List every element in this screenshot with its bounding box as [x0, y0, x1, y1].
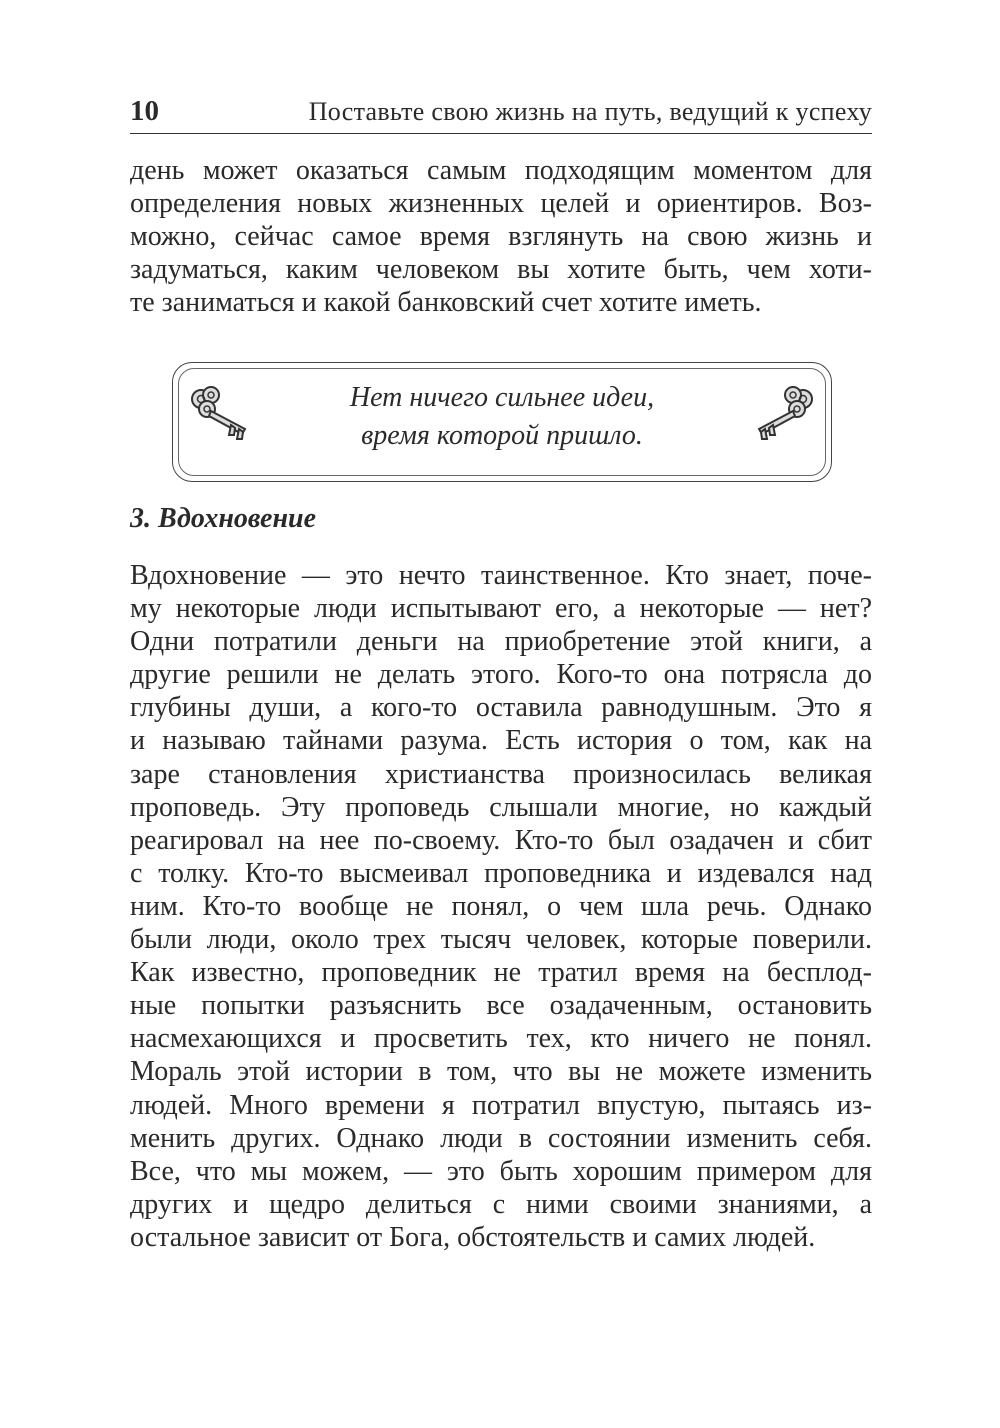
- text-line: день может оказаться самым подходящим моментом для: [130, 155, 872, 186]
- text-line: другие решили не делать этого. Кого-то она потрясла до: [130, 659, 872, 691]
- intro-paragraph: [130, 154, 872, 319]
- text-line: и называю тайнами разума. Есть история о том, как на: [130, 725, 872, 757]
- page-number: 10: [130, 95, 159, 127]
- text-line: других и щедро делиться с ними своими знаниями, а: [130, 1188, 872, 1220]
- text-line: людей. Много времени я потратил впустую, пытаясь из-: [130, 1089, 872, 1121]
- body-paragraph: [130, 559, 872, 1254]
- quote-box: [172, 362, 832, 482]
- quote-line: время которой пришло.: [361, 420, 643, 451]
- section-heading: 3. Вдохновение: [130, 503, 317, 534]
- text-line: Мораль этой истории в том, что вы не можете изменить: [130, 1056, 872, 1088]
- text-line: Как известно, проповедник не тратил время на бесплод-: [130, 957, 872, 989]
- running-title: Поставьте свою жизнь на путь, ведущий к успеху: [308, 97, 872, 126]
- text-line: Одни потратили деньги на приобретение этой книги, а: [130, 626, 872, 658]
- key-icon: [747, 385, 817, 445]
- text-line: остальное зависит от Бога, обстоятельств и самих людей.: [130, 1221, 816, 1253]
- quote-text: [173, 379, 831, 455]
- text-line: реагировал на нее по-своему. Кто-то был озадачен и сбит: [130, 824, 872, 856]
- text-line: Вдохновение — это нечто таинственное. Кто знает, поче-: [130, 560, 872, 591]
- text-line: те заниматься и какой банковский счет хотите иметь.: [130, 287, 762, 319]
- text-line: ные попытки разъяснить все озадаченным, остановить: [130, 990, 872, 1022]
- text-line: можно, сейчас самое время взглянуть на свою жизнь и: [130, 221, 872, 253]
- text-line: определения новых жизненных целей и ориентиров. Воз-: [130, 188, 872, 220]
- text-line: были люди, около трех тысяч человек, которые поверили.: [130, 924, 872, 956]
- text-line: менить других. Однако люди в состоянии изменить себя.: [130, 1122, 872, 1154]
- quote-line: Нет ничего сильнее идеи,: [349, 382, 655, 413]
- text-line: заре становления христианства произносилась великая: [130, 758, 872, 790]
- text-line: задуматься, каким человеком вы хотите быть, чем хоти-: [130, 254, 872, 286]
- text-line: насмехающихся и просветить тех, кто ничего не понял.: [130, 1023, 872, 1055]
- text-line: с толку. Кто-то высмеивал проповедника и издевался над: [130, 857, 872, 889]
- running-header: [130, 95, 872, 134]
- text-line: му некоторые люди испытывают его, а некоторые — нет?: [130, 593, 872, 625]
- text-line: Все, что мы можем, — это быть хорошим примером для: [130, 1155, 872, 1187]
- text-line: проповедь. Эту проповедь слышали многие, но каждый: [130, 791, 872, 823]
- text-line: ним. Кто-то вообще не понял, о чем шла речь. Однако: [130, 890, 872, 922]
- text-line: глубины души, а кого-то оставила равнодушным. Это я: [130, 692, 872, 724]
